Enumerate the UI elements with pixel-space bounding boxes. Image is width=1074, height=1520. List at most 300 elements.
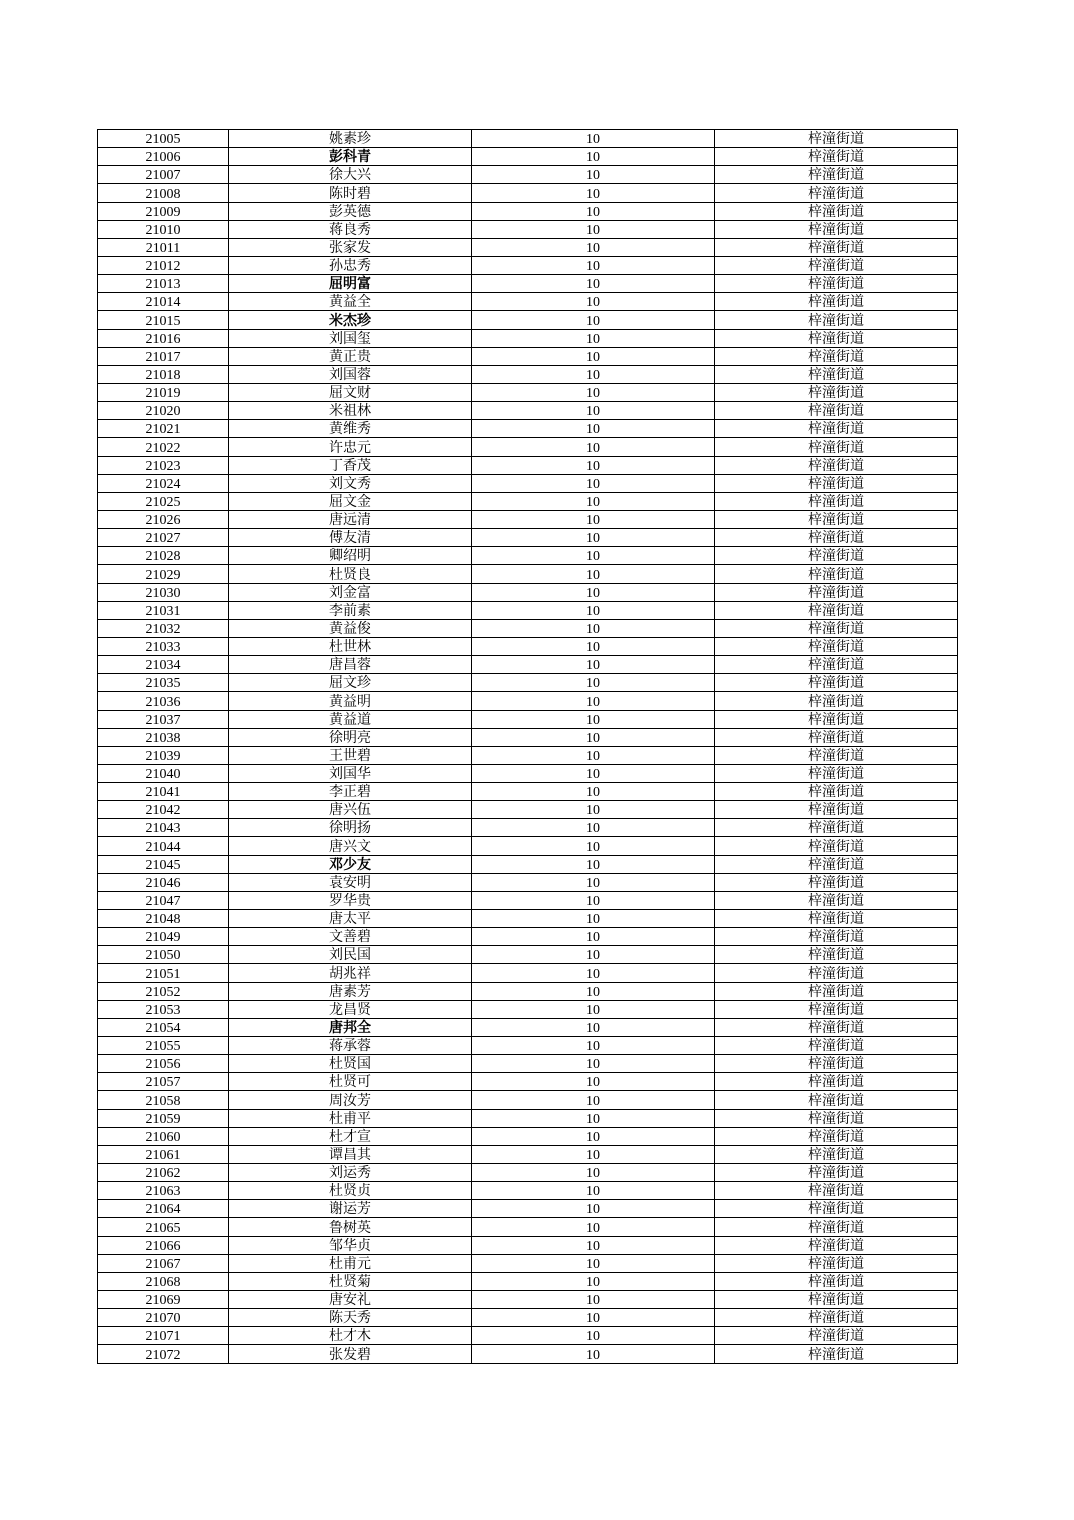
amount-cell: 10 xyxy=(472,819,715,837)
id-cell: 21041 xyxy=(98,783,229,801)
name-cell: 唐太平 xyxy=(229,910,472,928)
name-cell: 杜才宣 xyxy=(229,1127,472,1145)
name-cell: 胡兆祥 xyxy=(229,964,472,982)
amount-cell: 10 xyxy=(472,1200,715,1218)
area-cell: 梓潼街道 xyxy=(715,1145,958,1163)
id-cell: 21030 xyxy=(98,583,229,601)
name-cell: 彭科青 xyxy=(229,148,472,166)
table-row xyxy=(98,1127,958,1145)
name-cell: 蒋承蓉 xyxy=(229,1037,472,1055)
name-cell: 周汝芳 xyxy=(229,1091,472,1109)
id-cell: 21015 xyxy=(98,311,229,329)
amount-cell: 10 xyxy=(472,166,715,184)
id-cell: 21013 xyxy=(98,275,229,293)
amount-cell: 10 xyxy=(472,565,715,583)
amount-cell: 10 xyxy=(472,656,715,674)
id-cell: 21056 xyxy=(98,1055,229,1073)
amount-cell: 10 xyxy=(472,1272,715,1290)
name-cell: 徐明扬 xyxy=(229,819,472,837)
name-cell: 杜贤良 xyxy=(229,565,472,583)
table-row xyxy=(98,1327,958,1345)
id-cell: 21008 xyxy=(98,184,229,202)
table-row xyxy=(98,910,958,928)
amount-cell: 10 xyxy=(472,1309,715,1327)
id-cell: 21014 xyxy=(98,293,229,311)
table-row xyxy=(98,1345,958,1363)
table-row xyxy=(98,456,958,474)
name-cell: 刘民国 xyxy=(229,946,472,964)
area-cell: 梓潼街道 xyxy=(715,383,958,401)
area-cell: 梓潼街道 xyxy=(715,438,958,456)
id-cell: 21050 xyxy=(98,946,229,964)
amount-cell: 10 xyxy=(472,1127,715,1145)
amount-cell: 10 xyxy=(472,329,715,347)
id-cell: 21021 xyxy=(98,420,229,438)
name-cell: 袁安明 xyxy=(229,873,472,891)
amount-cell: 10 xyxy=(472,783,715,801)
amount-cell: 10 xyxy=(472,692,715,710)
amount-cell: 10 xyxy=(472,438,715,456)
area-cell: 梓潼街道 xyxy=(715,783,958,801)
area-cell: 梓潼街道 xyxy=(715,746,958,764)
amount-cell: 10 xyxy=(472,547,715,565)
table-row xyxy=(98,220,958,238)
name-cell: 屈明富 xyxy=(229,275,472,293)
table-row xyxy=(98,783,958,801)
name-cell: 李正碧 xyxy=(229,783,472,801)
name-cell: 杜贤贞 xyxy=(229,1182,472,1200)
amount-cell: 10 xyxy=(472,1182,715,1200)
area-cell: 梓潼街道 xyxy=(715,365,958,383)
amount-cell: 10 xyxy=(472,529,715,547)
area-cell: 梓潼街道 xyxy=(715,1254,958,1272)
id-cell: 21048 xyxy=(98,910,229,928)
id-cell: 21006 xyxy=(98,148,229,166)
id-cell: 21016 xyxy=(98,329,229,347)
name-cell: 王世碧 xyxy=(229,746,472,764)
table-row xyxy=(98,692,958,710)
table-row xyxy=(98,873,958,891)
area-cell: 梓潼街道 xyxy=(715,1127,958,1145)
name-cell: 屈文珍 xyxy=(229,674,472,692)
amount-cell: 10 xyxy=(472,964,715,982)
amount-cell: 10 xyxy=(472,202,715,220)
table-row xyxy=(98,1164,958,1182)
id-cell: 21070 xyxy=(98,1309,229,1327)
area-cell: 梓潼街道 xyxy=(715,547,958,565)
area-cell: 梓潼街道 xyxy=(715,275,958,293)
area-cell: 梓潼街道 xyxy=(715,456,958,474)
area-cell: 梓潼街道 xyxy=(715,692,958,710)
table-row xyxy=(98,728,958,746)
area-cell: 梓潼街道 xyxy=(715,1164,958,1182)
id-cell: 21028 xyxy=(98,547,229,565)
name-cell: 彭英德 xyxy=(229,202,472,220)
area-cell: 梓潼街道 xyxy=(715,402,958,420)
amount-cell: 10 xyxy=(472,1291,715,1309)
area-cell: 梓潼街道 xyxy=(715,492,958,510)
table-row xyxy=(98,1272,958,1290)
amount-cell: 10 xyxy=(472,674,715,692)
table-row xyxy=(98,1291,958,1309)
amount-cell: 10 xyxy=(472,982,715,1000)
id-cell: 21023 xyxy=(98,456,229,474)
id-cell: 21061 xyxy=(98,1145,229,1163)
table-row xyxy=(98,1037,958,1055)
amount-cell: 10 xyxy=(472,1091,715,1109)
id-cell: 21033 xyxy=(98,637,229,655)
name-cell: 谢运芳 xyxy=(229,1200,472,1218)
id-cell: 21022 xyxy=(98,438,229,456)
id-cell: 21047 xyxy=(98,891,229,909)
table-row xyxy=(98,928,958,946)
area-cell: 梓潼街道 xyxy=(715,891,958,909)
name-cell: 陈天秀 xyxy=(229,1309,472,1327)
area-cell: 梓潼街道 xyxy=(715,728,958,746)
name-cell: 卿绍明 xyxy=(229,547,472,565)
amount-cell: 10 xyxy=(472,710,715,728)
name-cell: 屈文金 xyxy=(229,492,472,510)
name-cell: 陈时碧 xyxy=(229,184,472,202)
area-cell: 梓潼街道 xyxy=(715,601,958,619)
amount-cell: 10 xyxy=(472,220,715,238)
table-row xyxy=(98,964,958,982)
area-cell: 梓潼街道 xyxy=(715,674,958,692)
id-cell: 21018 xyxy=(98,365,229,383)
amount-cell: 10 xyxy=(472,746,715,764)
area-cell: 梓潼街道 xyxy=(715,1291,958,1309)
name-cell: 龙昌贤 xyxy=(229,1000,472,1018)
id-cell: 21043 xyxy=(98,819,229,837)
table-row xyxy=(98,946,958,964)
table-row xyxy=(98,1000,958,1018)
id-cell: 21005 xyxy=(98,130,229,148)
name-cell: 杜甫平 xyxy=(229,1109,472,1127)
id-cell: 21037 xyxy=(98,710,229,728)
table-row xyxy=(98,130,958,148)
table-row xyxy=(98,656,958,674)
id-cell: 21066 xyxy=(98,1236,229,1254)
area-cell: 梓潼街道 xyxy=(715,220,958,238)
amount-cell: 10 xyxy=(472,601,715,619)
area-cell: 梓潼街道 xyxy=(715,1109,958,1127)
amount-cell: 10 xyxy=(472,873,715,891)
id-cell: 21045 xyxy=(98,855,229,873)
amount-cell: 10 xyxy=(472,383,715,401)
table-row xyxy=(98,583,958,601)
name-cell: 黄益道 xyxy=(229,710,472,728)
area-cell: 梓潼街道 xyxy=(715,347,958,365)
id-cell: 21040 xyxy=(98,764,229,782)
amount-cell: 10 xyxy=(472,420,715,438)
data-table xyxy=(97,129,958,1364)
id-cell: 21025 xyxy=(98,492,229,510)
amount-cell: 10 xyxy=(472,637,715,655)
id-cell: 21054 xyxy=(98,1018,229,1036)
id-cell: 21038 xyxy=(98,728,229,746)
area-cell: 梓潼街道 xyxy=(715,819,958,837)
id-cell: 21035 xyxy=(98,674,229,692)
name-cell: 鲁树英 xyxy=(229,1218,472,1236)
amount-cell: 10 xyxy=(472,583,715,601)
id-cell: 21026 xyxy=(98,510,229,528)
table-row xyxy=(98,256,958,274)
area-cell: 梓潼街道 xyxy=(715,1018,958,1036)
amount-cell: 10 xyxy=(472,1345,715,1363)
table-row xyxy=(98,1218,958,1236)
table-row xyxy=(98,1055,958,1073)
id-cell: 21017 xyxy=(98,347,229,365)
id-cell: 21031 xyxy=(98,601,229,619)
amount-cell: 10 xyxy=(472,1109,715,1127)
area-cell: 梓潼街道 xyxy=(715,238,958,256)
table-row xyxy=(98,492,958,510)
amount-cell: 10 xyxy=(472,764,715,782)
area-cell: 梓潼街道 xyxy=(715,1055,958,1073)
id-cell: 21032 xyxy=(98,619,229,637)
id-cell: 21055 xyxy=(98,1037,229,1055)
name-cell: 黄益俊 xyxy=(229,619,472,637)
area-cell: 梓潼街道 xyxy=(715,837,958,855)
id-cell: 21036 xyxy=(98,692,229,710)
id-cell: 21010 xyxy=(98,220,229,238)
table-row xyxy=(98,1018,958,1036)
area-cell: 梓潼街道 xyxy=(715,1345,958,1363)
area-cell: 梓潼街道 xyxy=(715,311,958,329)
id-cell: 21027 xyxy=(98,529,229,547)
amount-cell: 10 xyxy=(472,837,715,855)
area-cell: 梓潼街道 xyxy=(715,148,958,166)
amount-cell: 10 xyxy=(472,184,715,202)
id-cell: 21059 xyxy=(98,1109,229,1127)
name-cell: 黄益全 xyxy=(229,293,472,311)
amount-cell: 10 xyxy=(472,311,715,329)
id-cell: 21062 xyxy=(98,1164,229,1182)
id-cell: 21064 xyxy=(98,1200,229,1218)
table-row xyxy=(98,801,958,819)
table-row xyxy=(98,438,958,456)
table-row xyxy=(98,855,958,873)
amount-cell: 10 xyxy=(472,1218,715,1236)
amount-cell: 10 xyxy=(472,1164,715,1182)
amount-cell: 10 xyxy=(472,365,715,383)
id-cell: 21044 xyxy=(98,837,229,855)
table-row xyxy=(98,311,958,329)
table-row xyxy=(98,1200,958,1218)
table-row xyxy=(98,982,958,1000)
id-cell: 21065 xyxy=(98,1218,229,1236)
area-cell: 梓潼街道 xyxy=(715,565,958,583)
amount-cell: 10 xyxy=(472,238,715,256)
name-cell: 唐昌蓉 xyxy=(229,656,472,674)
area-cell: 梓潼街道 xyxy=(715,1218,958,1236)
name-cell: 唐远清 xyxy=(229,510,472,528)
name-cell: 杜才木 xyxy=(229,1327,472,1345)
amount-cell: 10 xyxy=(472,928,715,946)
name-cell: 张发碧 xyxy=(229,1345,472,1363)
id-cell: 21053 xyxy=(98,1000,229,1018)
table-row xyxy=(98,402,958,420)
area-cell: 梓潼街道 xyxy=(715,1272,958,1290)
id-cell: 21020 xyxy=(98,402,229,420)
name-cell: 杜甫元 xyxy=(229,1254,472,1272)
area-cell: 梓潼街道 xyxy=(715,1309,958,1327)
area-cell: 梓潼街道 xyxy=(715,329,958,347)
area-cell: 梓潼街道 xyxy=(715,420,958,438)
id-cell: 21029 xyxy=(98,565,229,583)
id-cell: 21071 xyxy=(98,1327,229,1345)
area-cell: 梓潼街道 xyxy=(715,656,958,674)
amount-cell: 10 xyxy=(472,347,715,365)
area-cell: 梓潼街道 xyxy=(715,964,958,982)
amount-cell: 10 xyxy=(472,619,715,637)
name-cell: 李前素 xyxy=(229,601,472,619)
amount-cell: 10 xyxy=(472,1236,715,1254)
id-cell: 21068 xyxy=(98,1272,229,1290)
table-row xyxy=(98,601,958,619)
amount-cell: 10 xyxy=(472,1000,715,1018)
table-row xyxy=(98,1182,958,1200)
name-cell: 屈文财 xyxy=(229,383,472,401)
amount-cell: 10 xyxy=(472,891,715,909)
area-cell: 梓潼街道 xyxy=(715,130,958,148)
amount-cell: 10 xyxy=(472,946,715,964)
id-cell: 21067 xyxy=(98,1254,229,1272)
name-cell: 邓少友 xyxy=(229,855,472,873)
id-cell: 21009 xyxy=(98,202,229,220)
id-cell: 21012 xyxy=(98,256,229,274)
area-cell: 梓潼街道 xyxy=(715,510,958,528)
amount-cell: 10 xyxy=(472,855,715,873)
area-cell: 梓潼街道 xyxy=(715,946,958,964)
amount-cell: 10 xyxy=(472,1073,715,1091)
id-cell: 21057 xyxy=(98,1073,229,1091)
name-cell: 杜贤菊 xyxy=(229,1272,472,1290)
name-cell: 丁香茂 xyxy=(229,456,472,474)
name-cell: 黄维秀 xyxy=(229,420,472,438)
name-cell: 孙忠秀 xyxy=(229,256,472,274)
amount-cell: 10 xyxy=(472,275,715,293)
name-cell: 米祖林 xyxy=(229,402,472,420)
table-row xyxy=(98,474,958,492)
area-cell: 梓潼街道 xyxy=(715,1327,958,1345)
name-cell: 杜贤可 xyxy=(229,1073,472,1091)
id-cell: 21072 xyxy=(98,1345,229,1363)
id-cell: 21019 xyxy=(98,383,229,401)
area-cell: 梓潼街道 xyxy=(715,583,958,601)
area-cell: 梓潼街道 xyxy=(715,202,958,220)
area-cell: 梓潼街道 xyxy=(715,764,958,782)
id-cell: 21063 xyxy=(98,1182,229,1200)
table-body xyxy=(98,130,958,1364)
name-cell: 刘金富 xyxy=(229,583,472,601)
area-cell: 梓潼街道 xyxy=(715,184,958,202)
area-cell: 梓潼街道 xyxy=(715,873,958,891)
id-cell: 21051 xyxy=(98,964,229,982)
name-cell: 姚素珍 xyxy=(229,130,472,148)
table-row xyxy=(98,1254,958,1272)
table-row xyxy=(98,1109,958,1127)
amount-cell: 10 xyxy=(472,148,715,166)
name-cell: 杜贤国 xyxy=(229,1055,472,1073)
name-cell: 许忠元 xyxy=(229,438,472,456)
table-row xyxy=(98,420,958,438)
name-cell: 邹华贞 xyxy=(229,1236,472,1254)
table-row xyxy=(98,764,958,782)
table-row xyxy=(98,365,958,383)
amount-cell: 10 xyxy=(472,1327,715,1345)
area-cell: 梓潼街道 xyxy=(715,529,958,547)
name-cell: 刘文秀 xyxy=(229,474,472,492)
id-cell: 21069 xyxy=(98,1291,229,1309)
table-row xyxy=(98,238,958,256)
table-row xyxy=(98,347,958,365)
area-cell: 梓潼街道 xyxy=(715,166,958,184)
amount-cell: 10 xyxy=(472,1018,715,1036)
area-cell: 梓潼街道 xyxy=(715,1091,958,1109)
name-cell: 刘运秀 xyxy=(229,1164,472,1182)
table-row xyxy=(98,529,958,547)
id-cell: 21060 xyxy=(98,1127,229,1145)
area-cell: 梓潼街道 xyxy=(715,1000,958,1018)
table-row xyxy=(98,275,958,293)
amount-cell: 10 xyxy=(472,1055,715,1073)
area-cell: 梓潼街道 xyxy=(715,256,958,274)
area-cell: 梓潼街道 xyxy=(715,982,958,1000)
table-row xyxy=(98,166,958,184)
amount-cell: 10 xyxy=(472,256,715,274)
area-cell: 梓潼街道 xyxy=(715,910,958,928)
table-row xyxy=(98,202,958,220)
name-cell: 唐素芳 xyxy=(229,982,472,1000)
area-cell: 梓潼街道 xyxy=(715,619,958,637)
table-row xyxy=(98,891,958,909)
table-row xyxy=(98,1309,958,1327)
name-cell: 刘国玺 xyxy=(229,329,472,347)
area-cell: 梓潼街道 xyxy=(715,637,958,655)
table-row xyxy=(98,293,958,311)
amount-cell: 10 xyxy=(472,801,715,819)
table-row xyxy=(98,1236,958,1254)
area-cell: 梓潼街道 xyxy=(715,1182,958,1200)
table-row xyxy=(98,746,958,764)
name-cell: 黄正贵 xyxy=(229,347,472,365)
name-cell: 刘国蓉 xyxy=(229,365,472,383)
table-row xyxy=(98,383,958,401)
table-row xyxy=(98,148,958,166)
name-cell: 杜世林 xyxy=(229,637,472,655)
amount-cell: 10 xyxy=(472,510,715,528)
amount-cell: 10 xyxy=(472,474,715,492)
amount-cell: 10 xyxy=(472,1145,715,1163)
table-row xyxy=(98,837,958,855)
table-row xyxy=(98,547,958,565)
area-cell: 梓潼街道 xyxy=(715,1200,958,1218)
amount-cell: 10 xyxy=(472,293,715,311)
area-cell: 梓潼街道 xyxy=(715,474,958,492)
table-row xyxy=(98,1145,958,1163)
id-cell: 21024 xyxy=(98,474,229,492)
name-cell: 蒋良秀 xyxy=(229,220,472,238)
amount-cell: 10 xyxy=(472,492,715,510)
area-cell: 梓潼街道 xyxy=(715,1236,958,1254)
table-row xyxy=(98,1073,958,1091)
id-cell: 21011 xyxy=(98,238,229,256)
id-cell: 21034 xyxy=(98,656,229,674)
name-cell: 文善碧 xyxy=(229,928,472,946)
name-cell: 米杰珍 xyxy=(229,311,472,329)
table-row xyxy=(98,637,958,655)
